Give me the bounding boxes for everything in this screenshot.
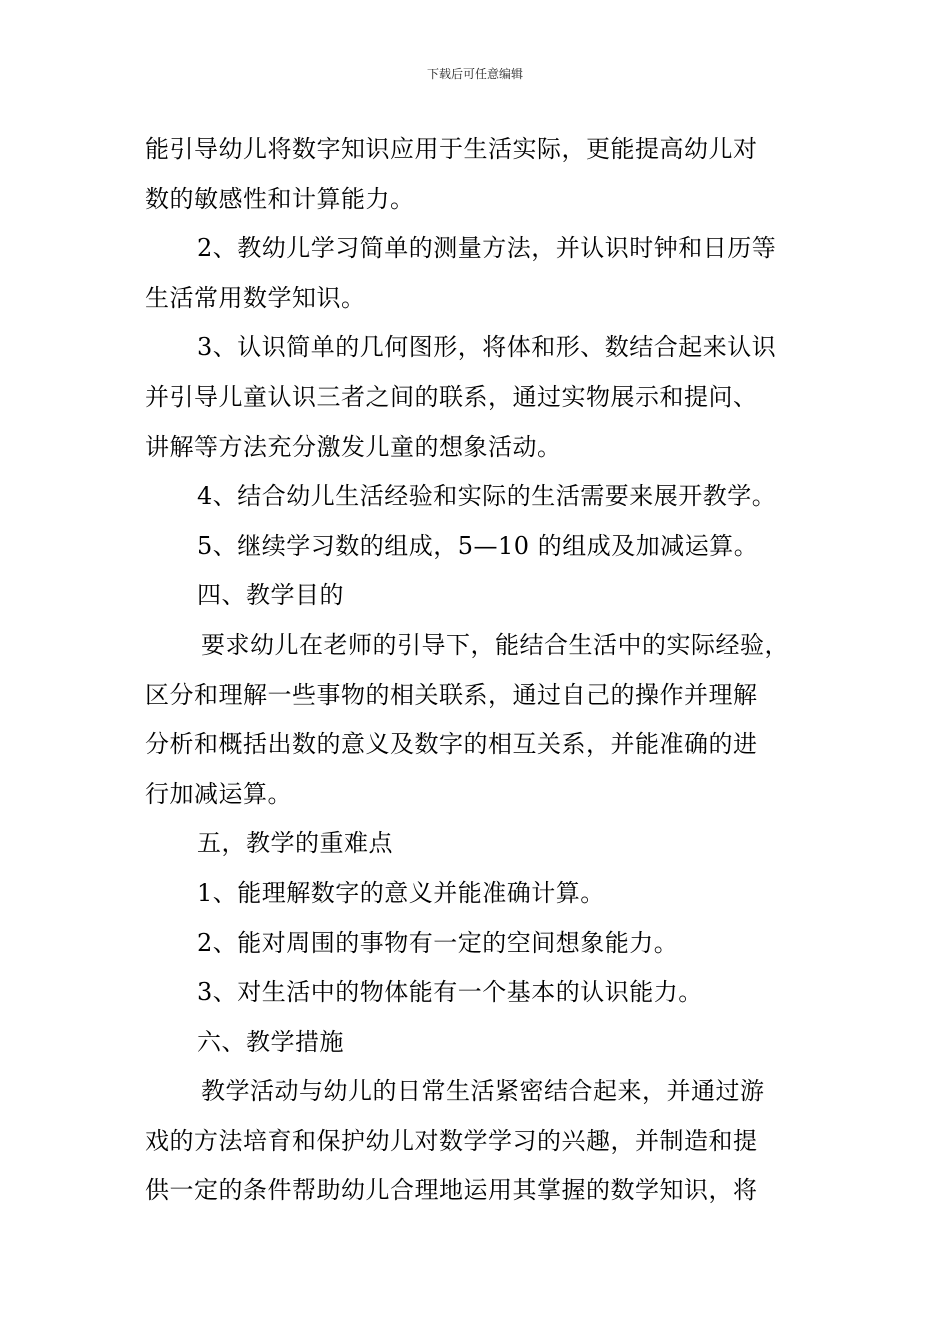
paragraph-line: 教学活动与幼儿的日常生活紧密结合起来，并通过游: [201, 1077, 765, 1106]
paragraph-line: 3、认识简单的几何图形，将体和形、数结合起来认识: [197, 333, 777, 362]
paragraph: [145, 621, 815, 819]
page-header: 下载后可任意编辑: [426, 67, 523, 81]
paragraph: [145, 224, 815, 323]
paragraph: [145, 1067, 815, 1216]
paragraph: [145, 919, 815, 969]
paragraph: [145, 125, 815, 224]
paragraph-line: 生活常用数学知识。: [145, 283, 366, 312]
paragraph: [145, 522, 815, 572]
paragraph: [145, 1018, 815, 1068]
paragraph-line: 供一定的条件帮助幼儿合理地运用其掌握的数学知识，将: [145, 1176, 758, 1205]
paragraph-line: 5、继续学习数的组成，5—10 的组成及加减运算。: [197, 531, 759, 560]
paragraph-line: 数的敏感性和计算能力。: [145, 184, 415, 213]
paragraph-line: 行加减运算。: [145, 779, 292, 808]
paragraph: [145, 571, 815, 621]
paragraph-line: 戏的方法培育和保护幼儿对数学学习的兴趣，并制造和提: [145, 1126, 758, 1155]
paragraph-line: 要求幼儿在老师的引导下，能结合生活中的实际经验，: [201, 630, 789, 659]
paragraph-line: 区分和理解一些事物的相关联系，通过自己的操作并理解: [145, 680, 758, 709]
paragraph-line: 讲解等方法充分激发儿童的想象活动。: [145, 432, 562, 461]
paragraph: [145, 323, 815, 472]
paragraph-line: 六、教学措施: [197, 1027, 344, 1056]
paragraph-line: 五，教学的重难点: [197, 829, 393, 858]
paragraph-line: 能引导幼儿将数字知识应用于生活实际，更能提高幼儿对: [145, 135, 758, 163]
paragraph-line: 3、对生活中的物体能有一个基本的认识能力。: [197, 978, 703, 1007]
paragraph-line: 分析和概括出数的意义及数字的相互关系，并能准确的进: [145, 730, 758, 759]
paragraph-line: 四、教学目的: [197, 581, 344, 610]
paragraph-line: 2、能对周围的事物有一定的空间想象能力。: [197, 928, 679, 957]
paragraph-line: 2、教幼儿学习简单的测量方法，并认识时钟和日历等: [197, 234, 777, 263]
paragraph-line: 4、结合幼儿生活经验和实际的生活需要来展开教学。: [197, 482, 777, 511]
paragraph: [145, 819, 815, 869]
paragraph: [145, 472, 815, 522]
paragraph-line: 1、能理解数字的意义并能准确计算。: [197, 878, 605, 907]
paragraph: [145, 869, 815, 919]
paragraph-line: 并引导儿童认识三者之间的联系，通过实物展示和提问、: [145, 382, 758, 411]
paragraph: [145, 968, 815, 1018]
document-body: [145, 125, 815, 1216]
